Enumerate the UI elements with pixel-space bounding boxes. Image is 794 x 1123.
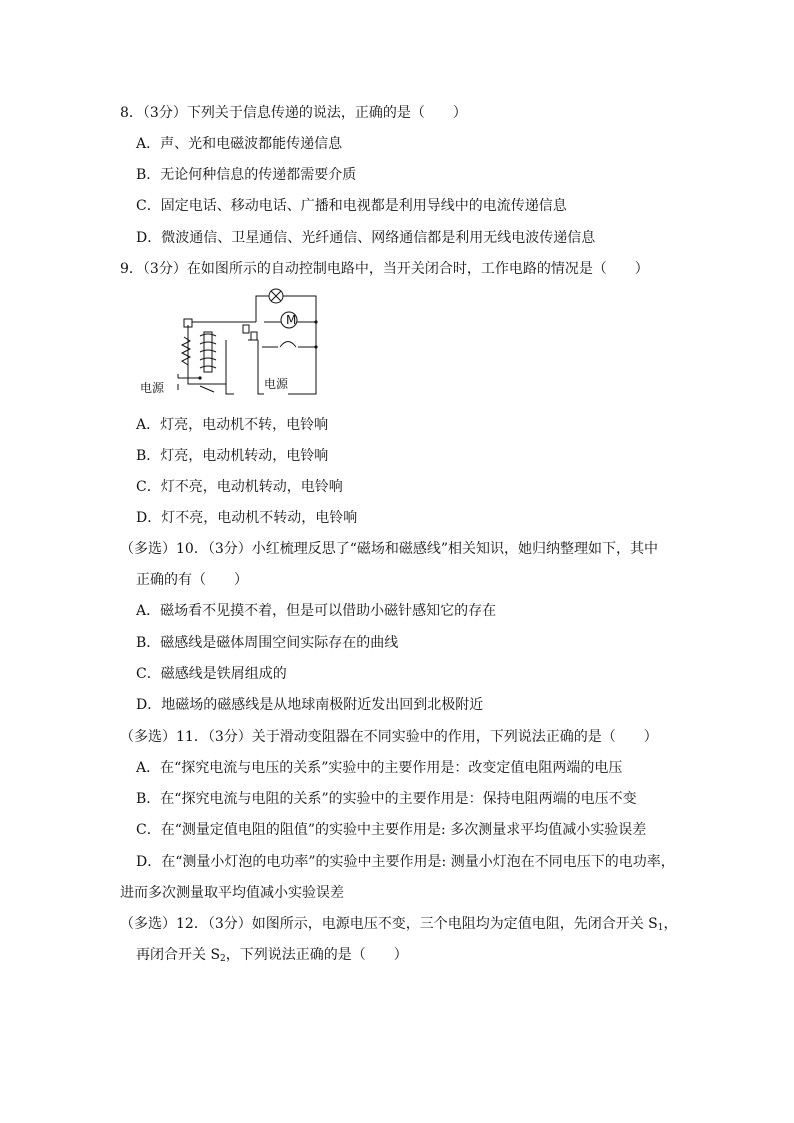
question-12-stem-line1: （多选）12．（3分）如图所示，电源电压不变，三个电阻均为定值电阻，先闭合开关 $S_1$， [120,916,678,933]
question-8-option-c: C．固定电话、移动电话、广播和电视都是利用导线中的电流传递信息 [136,198,567,214]
question-10-stem-line1: （多选）10．（3分）小红梳理反思了“磁场和磁感线”相关知识，她归纳整理如下，其中 [120,541,659,557]
question-8-option-d: D．微波通信、卫星通信、光纤通信、网络通信都是利用无线电波传递信息 [136,230,596,246]
question-8-stem: 8．（3分）下列关于信息传递的说法，正确的是（ ） [120,105,467,121]
bell-symbol [280,342,296,348]
contact-block-top [243,325,249,333]
question-11-option-a: A．在“探究电流与电压的关系”实验中的主要作用是：改变定值电阻两端的电压 [136,760,623,776]
question-10-option-d: D．地磁场的磁感线是从地球南极附近发出回到北极附近 [136,697,484,713]
question-9-option-d: D．灯不亮，电动机不转动，电铃响 [136,510,358,526]
question-10-stem-line2: 正确的有（ ） [136,572,248,588]
question-9-option-a: A．灯亮，电动机不转，电铃响 [136,417,329,433]
question-12-stem-line2: 再闭合开关 $S_2$，下列说法正确的是（ ） [136,947,408,964]
question-10-option-b: B．磁感线是磁体周围空间实际存在的曲线 [136,635,399,651]
coil-windings [200,334,216,368]
question-11-stem: （多选）11．（3分）关于滑动变阻器在不同实验中的作用，下列说法正确的是（ ） [120,729,658,745]
question-9-option-c: C．灯不亮，电动机转动，电铃响 [136,479,343,495]
spring [182,337,190,365]
question-9-stem: 9．（3分）在如图所示的自动控制电路中，当开关闭合时，工作电路的情况是（ ） [120,261,649,277]
question-11-option-b: B．在“探究电流与电阻的关系”的实验中的主要作用是：保持电阻两端的电压不变 [136,791,637,807]
motor-label: M [286,313,297,327]
right-source-label: 电源 [264,377,289,391]
question-8-option-b: B．无论何种信息的传递都需要介质 [136,167,357,183]
question-10-option-a: A．磁场看不见摸不着，但是可以借助小磁针感知它的存在 [136,603,497,619]
question-11-option-d-line1: D．在“测量小灯泡的电功率”的实验中主要作用是: 测量小灯泡在不同电压下的电功率， [136,854,675,870]
question-8-option-a: A．声、光和电磁波都能传递信息 [136,136,343,152]
switch-lever [200,386,214,392]
control-circuit-figure [138,282,328,400]
question-11-option-c: C．在“测量定值电阻的阻值”的实验中主要作用是: 多次测量求平均值减小实验误差 [136,822,647,838]
contact-block-bottom [251,332,257,340]
question-10-option-c: C．磁感线是铁屑组成的 [136,666,287,682]
question-9-option-b: B．灯亮，电动机转动，电铃响 [136,448,329,464]
question-11-option-d-line2: 进而多次测量取平均值减小实验误差 [120,885,344,901]
left-source-label: 电源 [140,381,165,395]
